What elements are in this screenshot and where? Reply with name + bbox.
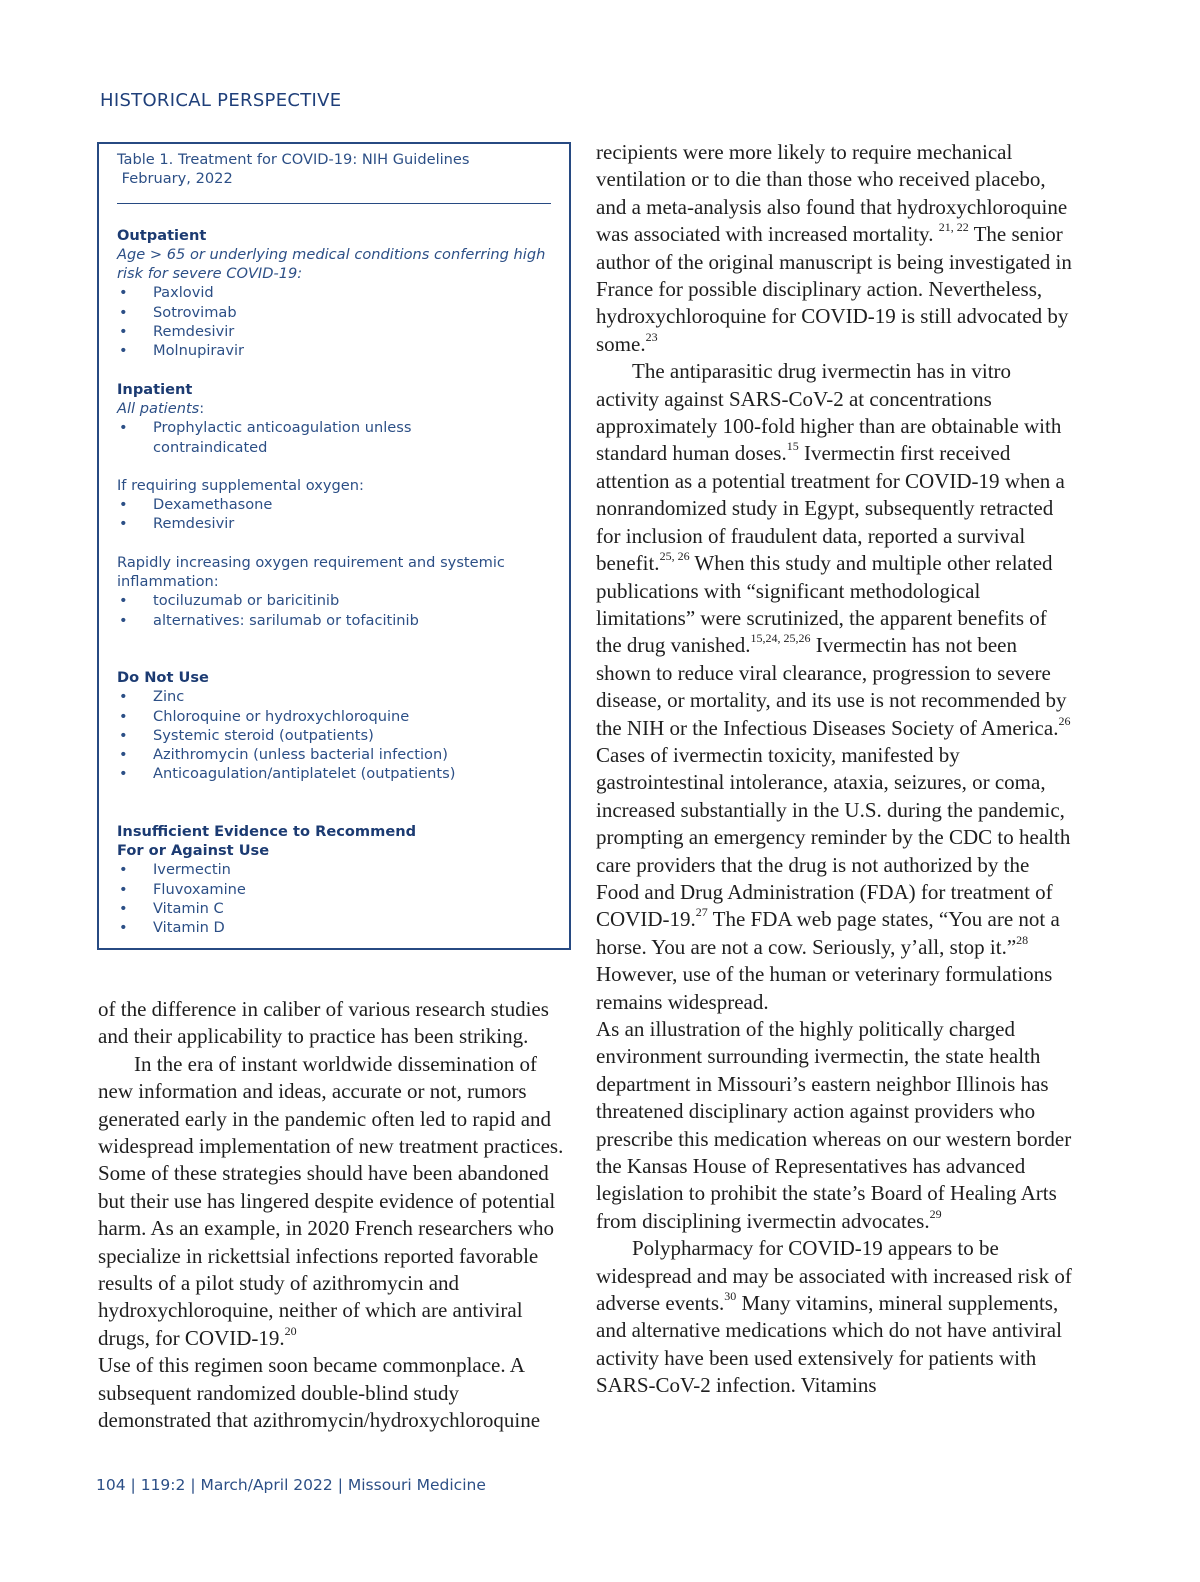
paragraph-text: In the era of instant worldwide dissemination of new information and ideas, accurate or not, rumors generated early in the pandemic often led to rapid and widespread implementation of new treatment practices. Some of these strategies should have been abandoned but their use has lingered despite evidence of potential harm. As an example, in 2020 French researchers who specialize in rickettsial infections reported favorable results of a pilot study of azithromycin and hydroxychloroquine, neither of which are antiviral drugs, for COVID-19. [98, 1051, 564, 1350]
inpatient-heading: Inpatient [117, 380, 193, 398]
paragraph [596, 139, 1076, 358]
issue-date: March/April 2022 [200, 1476, 333, 1494]
reference-superscript: 29 [929, 1206, 942, 1221]
paragraph-text: As an illustration of the highly politically charged environment surrounding ivermectin, the state health department in Missouri’s eastern neighbor Illinois has threatened disciplinary action against providers who prescribe this medication whereas on our western border the Kansas House of Representatives has advanced legislation to prohibit the state’s Board of Healing Arts from disciplining ivermectin advocates. [596, 1017, 1072, 1233]
table-rule [117, 203, 551, 204]
do-not-use-list [117, 687, 551, 783]
reference-superscript: 26 [1058, 713, 1071, 728]
paragraph: of the difference in caliber of various research studies and their applicability to practice has been striking. [98, 997, 549, 1049]
list-item: • Paxlovid [117, 283, 551, 302]
list-item: • Vitamin C [117, 899, 551, 918]
treatment-table [97, 142, 571, 950]
reference-superscript: 27 [695, 905, 708, 920]
reference-superscript: 28 [1016, 932, 1029, 947]
reference-superscript: 21, 22 [938, 220, 969, 235]
list-item: • Vitamin D [117, 918, 551, 937]
list-item: • alternatives: sarilumab or tofacitinib [117, 611, 551, 630]
paragraph-text: Polypharmacy for COVID-19 appears to be widespread and may be associated with increased risk of adverse events. [596, 1236, 1072, 1316]
oxygen-list [117, 495, 551, 534]
paragraph-text: Ivermectin first received attention as a potential treatment for COVID-19 when a nonrandomized study in Egypt, subsequently retracted for inclusion of fraudulent data, reported a survival benefit. [596, 441, 1065, 576]
paragraph-text: The senior author of the original manuscript is being investigated in France for possible disciplinary action. Nevertheless, hydroxychloroquine for COVID-19 is still advocated by some. [596, 222, 1072, 356]
list-item: • Chloroquine or hydroxychloroquine [117, 707, 551, 726]
separator: | [130, 1476, 136, 1494]
table-caption-line: February, 2022 [117, 170, 233, 188]
table-caption [117, 150, 551, 189]
paragraph [596, 1235, 1076, 1399]
colon: : [199, 399, 205, 417]
all-patients-label [117, 399, 551, 418]
paragraph-text: recipients were more likely to require mechanical ventilation or to die than those who received placebo, and a meta-analysis also found that hydroxychloroquine was associated with increased mortality. [596, 140, 1068, 247]
separator: | [337, 1476, 343, 1494]
insufficient-heading-line: For or Against Use [117, 842, 270, 860]
list-item: • Systemic steroid (outpatients) [117, 726, 551, 745]
list-item: • Remdesivir [117, 514, 551, 533]
reference-superscript: 15 [786, 439, 799, 454]
rapid-oxygen-label: Rapidly increasing oxygen requirement and systemic inflammation: [117, 553, 505, 591]
insufficient-heading [117, 822, 551, 861]
reference-superscript: 30 [724, 1289, 737, 1304]
left-column-text [98, 996, 568, 1435]
paragraph-text: When this study and multiple other related publications with “significant methodological limitations” were scrutinized, the apparent benefits of the drug vanished. [596, 551, 1053, 658]
issue-number: 119:2 [140, 1476, 186, 1494]
paragraph [596, 1016, 1076, 1235]
all-patients-text: All patients [117, 399, 200, 417]
outpatient-heading: Outpatient [117, 226, 207, 244]
paragraph-text: Ivermectin has not been shown to reduce viral clearance, progression to severe disease, or mortality, and its use is not recommended by the NIH or the Infectious Diseases Society of America. [596, 633, 1067, 740]
paragraph-text: The antiparasitic drug ivermectin has in vitro activity against SARS-CoV-2 at concentrations approximately 100-fold higher than are obtainable with standard human doses. [596, 359, 1062, 466]
page-footer [96, 1476, 486, 1494]
reference-superscript: 20 [284, 1323, 297, 1338]
list-item: • Sotrovimab [117, 303, 551, 322]
insufficient-list [117, 860, 551, 937]
outpatient-criteria: Age > 65 or underlying medical conditions conferring high risk for severe COVID-19: [117, 245, 546, 283]
oxygen-label: If requiring supplemental oxygen: [117, 476, 364, 494]
paragraph-text: The FDA web page states, “You are not a horse. You are not a cow. Seriously, y’all, stop it.” [596, 907, 1060, 959]
list-item: • Dexamethasone [117, 495, 551, 514]
section-header: HISTORICAL PERSPECTIVE [100, 90, 342, 111]
right-column-text [596, 139, 1076, 1400]
all-patients-list [117, 418, 551, 457]
paragraph-text: However, use of the human or veterinary formulations remains widespread. [596, 962, 1053, 1014]
list-item: • Azithromycin (unless bacterial infection) [117, 745, 551, 764]
list-item: • tociluzumab or baricitinib [117, 591, 551, 610]
list-item: • Remdesivir [117, 322, 551, 341]
list-item: • Zinc [117, 687, 551, 706]
list-item: • Anticoagulation/antiplatelet (outpatients) [117, 764, 551, 783]
paragraph: Use of this regimen soon became commonplace. A subsequent randomized double-blind study demonstrated that azithromycin/hydroxychloroquine [98, 1353, 541, 1433]
journal-name: Missouri Medicine [347, 1476, 486, 1494]
paragraph [596, 358, 1076, 1016]
paragraph-text: Many vitamins, mineral supplements, and alternative medications which do not have antiviral activity have been used extensively for patients with SARS-CoV-2 infection. Vitamins [596, 1291, 1062, 1398]
list-item: • Fluvoxamine [117, 880, 551, 899]
reference-superscript: 23 [645, 329, 658, 344]
reference-superscript: 25, 26 [659, 549, 690, 564]
table-caption-line: Table 1. Treatment for COVID-19: NIH Guidelines [117, 151, 470, 168]
list-item: • Molnupiravir [117, 341, 551, 360]
outpatient-list [117, 283, 551, 360]
insufficient-heading-line: Insufficient Evidence to Recommend [117, 822, 417, 840]
paragraph-text: Cases of ivermectin toxicity, manifested by gastrointestinal intolerance, ataxia, seizures, or coma, increased substantially in the U.S. during the pandemic, prompting an emergency reminder by the CDC to health care providers that the drug is not authorized by the Food and Drug Administration (FDA) for treatment of COVID-19. [596, 742, 1071, 932]
list-item: • Prophylactic anticoagulation unless contraindicated [117, 418, 551, 457]
reference-superscript: 15,24, 25,26 [750, 631, 811, 646]
list-item: • Ivermectin [117, 860, 551, 879]
paragraph [98, 1051, 568, 1352]
rapid-oxygen-list [117, 591, 551, 630]
separator: | [190, 1476, 196, 1494]
page-number: 104 [96, 1476, 126, 1494]
do-not-use-heading: Do Not Use [117, 668, 209, 686]
